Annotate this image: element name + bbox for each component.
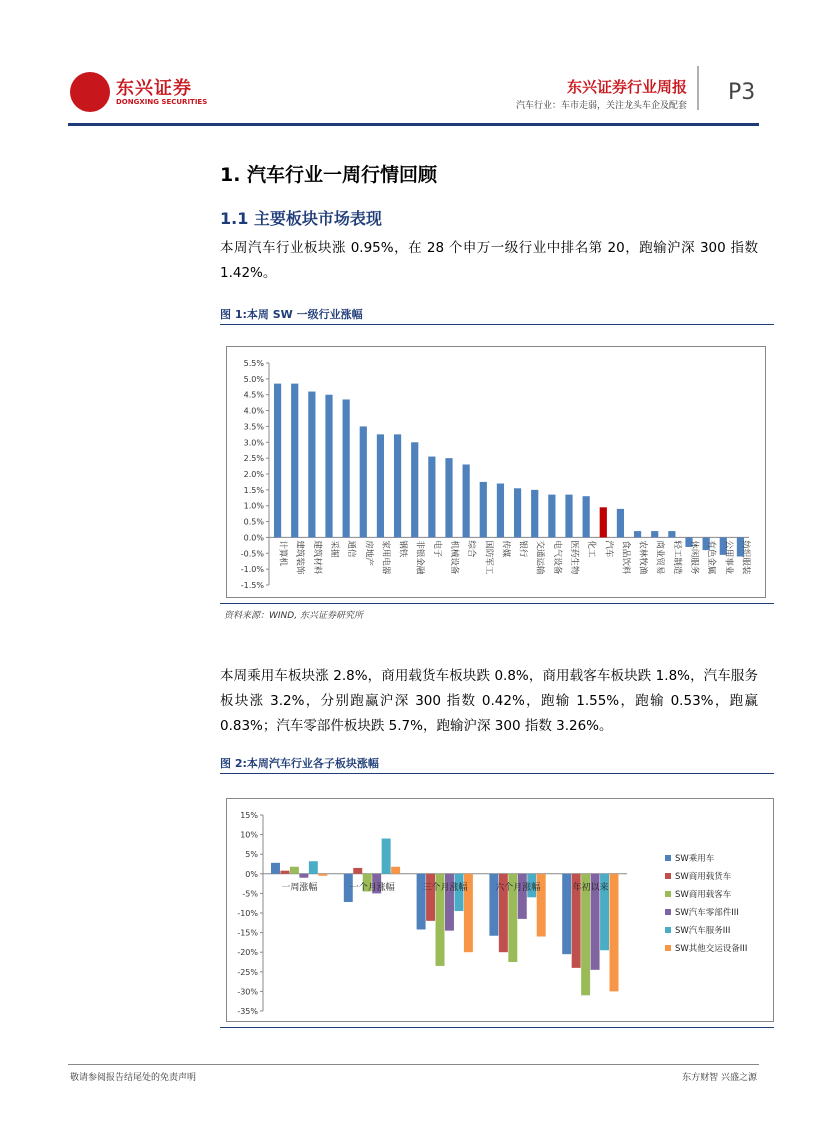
bar-SW其他交运设备III-一周涨幅: [318, 874, 327, 876]
x-tick-label: 电子: [431, 540, 442, 558]
x-tick-label: 建筑材料: [311, 540, 322, 575]
x-tick-label: 机械设备: [449, 540, 459, 575]
bar-传媒: [497, 484, 504, 538]
x-tick-label: 传媒: [500, 540, 511, 558]
y-tick-label: 15%: [240, 811, 258, 820]
x-tick-label: 商业贸易: [654, 540, 665, 575]
figure-1-chart: [227, 347, 765, 597]
x-tick-label: 非银金融: [414, 540, 425, 575]
x-tick-label: 一周涨幅: [281, 882, 318, 893]
bar-计算机: [274, 384, 281, 538]
bar-SW其他交运设备III-一个月涨幅: [391, 867, 400, 874]
footer-rule: [68, 1064, 759, 1065]
y-tick-label: 2.0%: [243, 470, 264, 479]
y-tick-label: 3.0%: [243, 438, 264, 448]
x-tick-label: 综合: [466, 540, 477, 558]
footer-disclaimer: 敬请参阅报告结尾处的免责声明: [70, 1073, 197, 1083]
figure-1-top-rule: [220, 324, 774, 325]
footer-slogan: 东方财智 兴盛之源: [682, 1073, 757, 1083]
y-tick-label: 0.0%: [243, 533, 264, 543]
report-subtitle: 汽车行业：车市走弱，关注龙头车企及配套: [515, 101, 687, 111]
x-tick-label: 电气设备: [551, 540, 562, 575]
bar-综合: [463, 464, 470, 537]
y-tick-label: -15%: [237, 928, 258, 938]
figure-1-bottom-rule: [220, 603, 774, 604]
figure-2-title: 图 2:本周汽车行业各子板块涨幅: [220, 757, 379, 770]
legend-swatch: [665, 927, 671, 933]
bar-食品饮料: [617, 509, 624, 538]
x-tick-label: 建筑装饰: [294, 540, 305, 575]
legend-swatch: [665, 891, 671, 897]
legend-swatch: [665, 873, 671, 879]
x-tick-label: 交通运输: [534, 540, 545, 575]
y-tick-label: 4.0%: [243, 406, 264, 416]
header-rule: [68, 123, 759, 126]
y-tick-label: 5%: [245, 850, 258, 860]
report-title: 东兴证券行业周报: [566, 78, 687, 96]
x-tick-label: 家用电器: [380, 540, 391, 575]
x-tick-label: 银行: [517, 540, 528, 558]
y-tick-label: -0.5%: [240, 549, 264, 559]
section-heading: 1. 汽车行业一周行情回顾: [220, 164, 438, 186]
x-tick-label: 房地产: [363, 540, 374, 566]
bar-医药生物: [565, 495, 572, 538]
x-tick-label: 计算机: [277, 540, 288, 566]
y-tick-label: 2.5%: [243, 454, 264, 464]
legend-label: SW商用载客车: [675, 890, 732, 900]
bar-通信: [343, 399, 350, 537]
legend-swatch: [665, 855, 671, 861]
bar-非银金融: [411, 442, 418, 537]
y-tick-label: -5%: [242, 889, 258, 899]
y-tick-label: -10%: [237, 909, 258, 918]
header-divider: [697, 66, 699, 110]
bar-SW汽车服务III-一个月涨幅: [382, 839, 391, 874]
x-tick-label: 农林牧渔: [637, 540, 648, 575]
x-tick-label: 有色金属: [706, 540, 717, 575]
company-logo-icon: [70, 72, 110, 112]
bar-轻工制造: [668, 531, 675, 537]
bar-SW汽车零部件III-六个月涨幅: [518, 874, 527, 919]
x-tick-label: 三个月涨幅: [422, 882, 468, 893]
x-tick-label: 一个月涨幅: [349, 882, 395, 893]
bar-汽车: [600, 507, 607, 537]
x-tick-label: 年初以来: [572, 882, 609, 893]
bar-国防军工: [480, 482, 487, 538]
subsection-heading: 1.1 主要板块市场表现: [220, 209, 382, 228]
company-logo-english: DONGXING SECURITIES: [116, 98, 208, 106]
bar-机械设备: [445, 458, 452, 537]
x-tick-label: 轻工制造: [671, 540, 682, 575]
y-tick-label: 0.5%: [243, 517, 264, 527]
figure-2-bottom-rule: [220, 1027, 774, 1028]
y-tick-label: 1.0%: [243, 501, 264, 511]
y-tick-label: 0%: [245, 869, 258, 879]
y-tick-label: -1.5%: [240, 581, 264, 590]
bar-采掘: [325, 395, 332, 538]
bar-建筑材料: [308, 392, 315, 538]
legend-label: SW汽车零部件III: [675, 908, 739, 918]
bar-化工: [583, 496, 590, 537]
x-tick-label: 医药生物: [569, 540, 579, 575]
legend-label: SW乘用车: [675, 854, 715, 864]
y-tick-label: 10%: [240, 830, 258, 840]
x-tick-label: 化工: [586, 540, 597, 558]
x-tick-label: 公用事业: [723, 540, 734, 575]
paragraph-1: 本周汽车行业板块涨 0.95%，在 28 个申万一级行业中排名第 20，跑输沪深 300 指数 1.42%。: [220, 240, 758, 281]
y-tick-label: -35%: [237, 1007, 258, 1016]
x-tick-label: 休闲服务: [689, 540, 699, 575]
x-tick-label: 食品饮料: [620, 540, 631, 575]
bar-交通运输: [531, 490, 538, 538]
bar-SW商用载货车-一周涨幅: [280, 871, 289, 874]
bar-电子: [428, 457, 435, 538]
y-tick-label: 3.5%: [243, 422, 264, 432]
y-tick-label: 5.5%: [243, 359, 264, 368]
figure-2-chart-frame: [226, 798, 774, 1022]
company-logo-name: 东兴证券: [116, 78, 192, 99]
y-tick-label: -30%: [237, 987, 258, 997]
page-number: P3: [728, 80, 756, 105]
figure-1-title: 图 1:本周 SW 一级行业涨幅: [220, 308, 363, 321]
legend-swatch: [665, 909, 671, 915]
bar-银行: [514, 488, 521, 537]
figure-2-chart: [227, 799, 773, 1021]
bar-建筑装饰: [291, 384, 298, 538]
bar-SW其他交运设备III-年初以来: [610, 874, 619, 992]
bar-SW商用载客车-一周涨幅: [290, 867, 299, 874]
legend-label: SW其他交运设备III: [675, 944, 748, 954]
y-tick-label: 1.5%: [243, 485, 264, 495]
bar-SW汽车服务III-一周涨幅: [309, 861, 318, 874]
legend-label: SW商用载货车: [675, 872, 732, 882]
x-tick-label: 纺织服装: [740, 540, 751, 575]
bar-房地产: [360, 426, 367, 537]
bar-SW乘用车-年初以来: [562, 874, 571, 954]
x-tick-label: 通信: [346, 540, 357, 558]
bar-电气设备: [548, 495, 555, 538]
y-tick-label: -25%: [237, 967, 258, 977]
x-tick-label: 采掘: [329, 540, 339, 558]
bar-SW乘用车-一周涨幅: [271, 863, 280, 874]
bar-SW汽车零部件III-一周涨幅: [299, 874, 308, 878]
x-tick-label: 汽车: [603, 540, 614, 558]
figure-1-source: 资料来源：WIND, 东兴证券研究所: [224, 611, 363, 621]
figure-2-top-rule: [220, 773, 774, 774]
legend-label: SW汽车服务III: [675, 926, 731, 936]
bar-SW商用载货车-一个月涨幅: [353, 868, 362, 874]
y-tick-label: 4.5%: [243, 390, 264, 400]
y-tick-label: 5.0%: [243, 374, 264, 384]
bar-SW商用载货车-三个月涨幅: [426, 874, 435, 921]
bar-农林牧渔: [634, 531, 641, 537]
paragraph-2: 本周乘用车板块涨 2.8%，商用载货车板块跌 0.8%，商用载客车板块跌 1.8%，汽车服务板块涨 3.2%，分别跑赢沪深 300 指数 0.42%，跑输 1.55%，跑输 0.53%，跑赢 0.83%；汽车零部件板块跌 5.7%，跑输沪深 300 指数 3.26%。: [220, 668, 758, 734]
x-tick-label: 钢铁: [397, 540, 408, 558]
legend-swatch: [665, 945, 671, 951]
x-tick-label: 六个月涨幅: [495, 882, 541, 893]
bar-商业贸易: [651, 531, 658, 537]
x-tick-label: 国防军工: [483, 540, 494, 575]
y-tick-label: -20%: [237, 948, 258, 958]
bar-家用电器: [377, 434, 384, 537]
figure-1-chart-frame: [226, 346, 766, 598]
y-tick-label: -1.0%: [240, 565, 264, 575]
bar-钢铁: [394, 434, 401, 537]
